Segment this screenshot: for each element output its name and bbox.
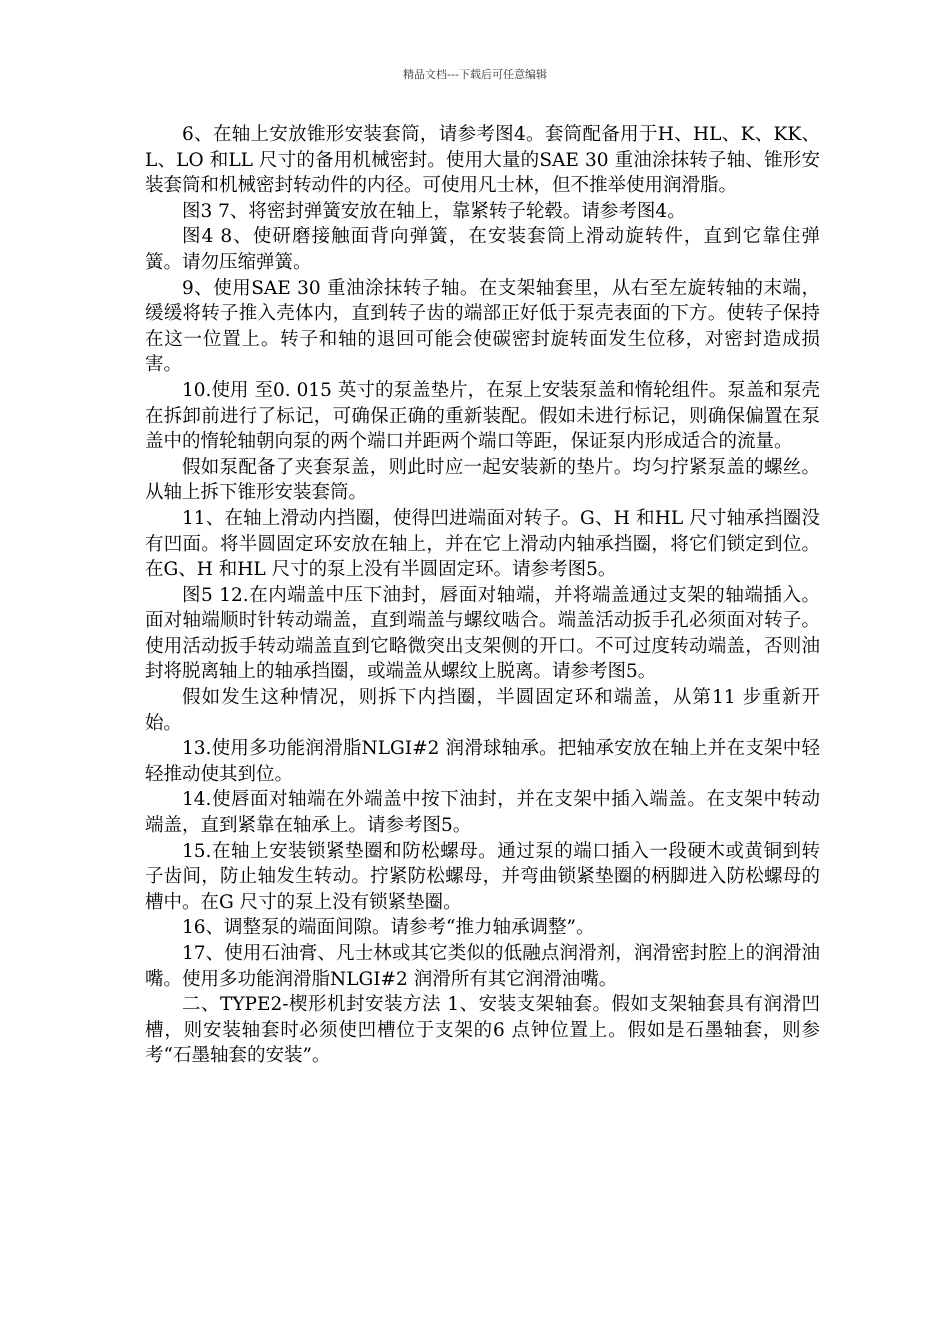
paragraph-step-11: 11、在轴上滑动内挡圈，使得凹进端面对转子。G、H 和HL 尺寸轴承挡圈没有凹面。将半圆固定环安放在轴上，并在它上滑动内轴承挡圈，将它们锁定到位。在G、H 和HL 尺寸的泵上没有半圆固定环。请参考图5。 xyxy=(145,507,820,581)
paragraph-step-10: 10.使用 至0. 015 英寸的泵盖垫片，在泵上安装泵盖和惰轮组件。泵盖和泵壳在拆卸前进行了标记，可确保正确的重新装配。假如未进行标记，则确保偏置在泵盖中的惰轮轴朝向泵的两个端口并距两个端口等距，保证泵内形成适合的流量。 xyxy=(145,379,820,453)
paragraph-step-12-note: 假如发生这种情况，则拆下内挡圈，半圆固定环和端盖，从第11 步重新开始。 xyxy=(145,687,820,734)
paragraph-step-13: 13.使用多功能润滑脂NLGI#2 润滑球轴承。把轴承安放在轴上并在支架中轻轻推动使其到位。 xyxy=(145,738,820,785)
page-header: 精品文档---下载后可任意编辑 xyxy=(403,68,547,81)
paragraph-step-6: 6、在轴上安放锥形安装套筒，请参考图4。套筒配备用于H、HL、K、KK、L、LO 和LL 尺寸的备用机械密封。使用大量的SAE 30 重油涂抹转子轴、锥形安装套筒和机械密封转动件的内径。可使用凡士林，但不推举使用润滑脂。 xyxy=(145,124,820,197)
paragraph-step-17: 17、使用石油膏、凡士林或其它类似的低融点润滑剂，润滑密封腔上的润滑油嘴。使用多功能润滑脂NLGI#2 润滑所有其它润滑油嘴。 xyxy=(145,943,820,990)
paragraph-step-8: 图4 8、使研磨接触面背向弹簧，在安装套筒上滑动旋转件，直到它靠住弹簧。请勿压缩弹簧。 xyxy=(145,226,820,273)
paragraph-step-16: 16、调整泵的端面间隙。请参考“推力轴承调整”。 xyxy=(182,917,595,939)
paragraph-type2-section: 二、TYPE2-楔形机封安装方法 1、安装支架轴套。假如支架轴套具有润滑凹槽，则安装轴套时必须使凹槽位于支架的6 点钟位置上。假如是石墨轴套，则参考“石墨轴套的安装”。 xyxy=(145,994,820,1067)
document-body xyxy=(145,122,820,1069)
paragraph-step-9: 9、使用SAE 30 重油涂抹转子轴。在支架轴套里，从右至左旋转轴的末端，缓缓将转子推入壳体内，直到转子齿的端部正好低于泵壳表面的下方。使转子保持在这一位置上。转子和轴的退回可能会使碳密封旋转面发生位移，对密封造成损害。 xyxy=(145,277,820,376)
paragraph-step-15: 15.在轴上安装锁紧垫圈和防松螺母。通过泵的端口插入一段硬木或黄铜到转子齿间，防止轴发生转动。拧紧防松螺母，并弯曲锁紧垫圈的柄脚进入防松螺母的槽中。在G 尺寸的泵上没有锁紧垫圈。 xyxy=(145,840,820,913)
paragraph-step-10-note: 假如泵配备了夹套泵盖，则此时应一起安装新的垫片。均匀拧紧泵盖的螺丝。从轴上拆下锥形安装套筒。 xyxy=(145,456,820,504)
paragraph-step-14: 14.使唇面对轴端在外端盖中按下油封，并在支架中插入端盖。在支架中转动端盖，直到紧靠在轴承上。请参考图5。 xyxy=(145,789,820,837)
paragraph-step-7: 图3 7、将密封弹簧安放在轴上，靠紧转子轮毂。请参考图4。 xyxy=(182,200,686,222)
paragraph-step-12: 图5 12.在内端盖中压下油封，唇面对轴端，并将端盖通过支架的轴端插入。面对轴端顺时针转动端盖，直到端盖与螺纹啮合。端盖活动扳手孔必须面对转子。使用活动扳手转动端盖直到它略微突出支架侧的开口。不可过度转动端盖，否则油封将脱离轴上的轴承挡圈，或端盖从螺纹上脱离。请参考图5。 xyxy=(145,584,820,683)
